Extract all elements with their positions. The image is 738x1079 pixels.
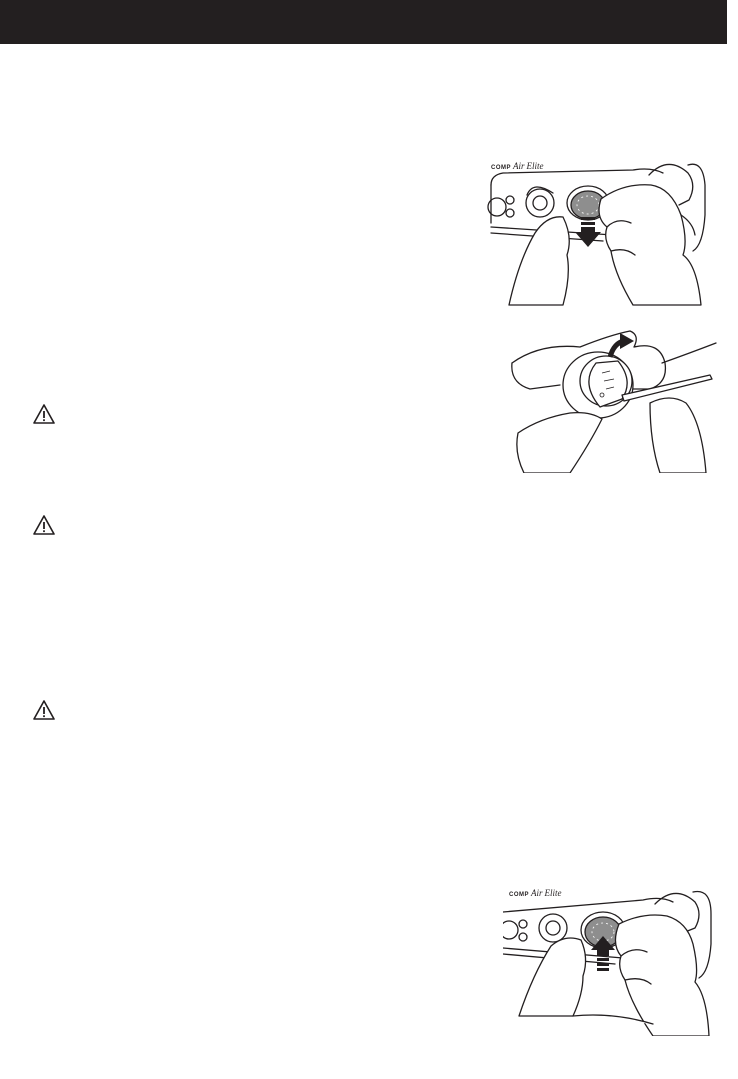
illustration-install-button bbox=[503, 884, 715, 1036]
brand-script-2: Air bbox=[531, 888, 543, 898]
illustration-open-button bbox=[510, 323, 718, 473]
warning-triangle-icon bbox=[33, 700, 55, 720]
button-opening-drawing bbox=[510, 323, 718, 473]
brand-model: Elite bbox=[526, 161, 544, 171]
illustration-remove-button bbox=[483, 155, 715, 307]
brand-model-2: Elite bbox=[544, 888, 562, 898]
warning-triangle-icon bbox=[33, 404, 55, 424]
device-drawing bbox=[483, 155, 715, 307]
brand-comp-2: COMP bbox=[509, 892, 529, 898]
arrow-down-icon bbox=[575, 217, 601, 247]
header-bar bbox=[0, 0, 727, 44]
warning-triangle-icon bbox=[33, 515, 55, 535]
device-drawing-2 bbox=[503, 884, 715, 1036]
brand-comp: COMP bbox=[491, 165, 511, 171]
brand-script: Air bbox=[513, 161, 525, 171]
